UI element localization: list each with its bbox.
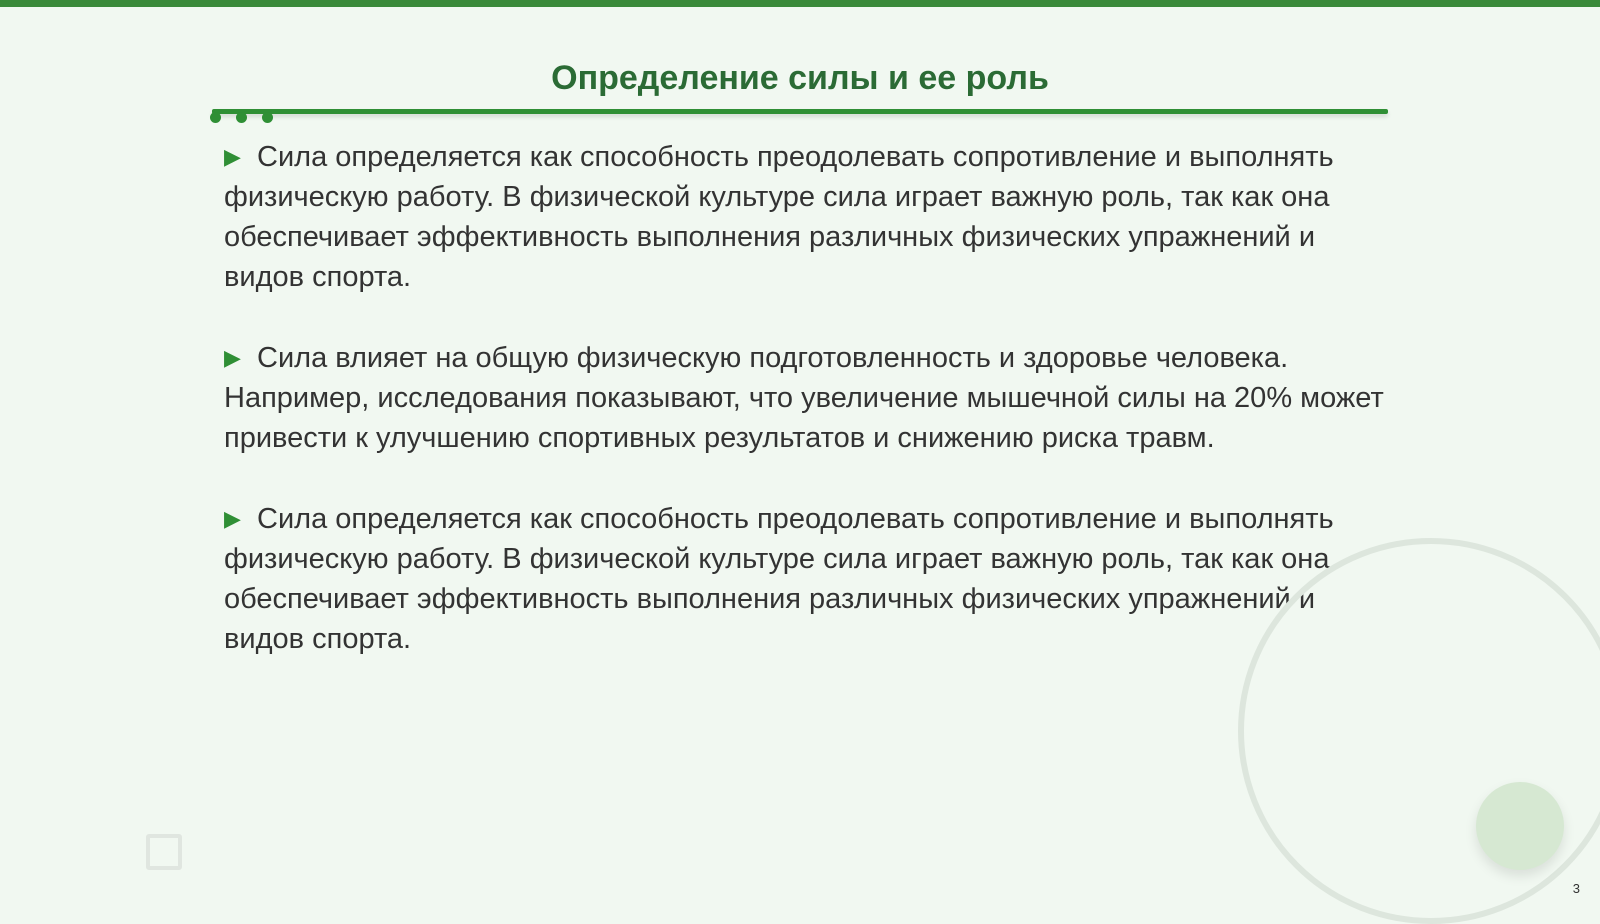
top-accent-bar xyxy=(0,0,1600,7)
decorative-square xyxy=(146,834,182,870)
underline-dot-icon xyxy=(236,112,247,123)
bullet-text: Сила определяется как способность преодолевать сопротивление и выполнять физическую работу. В физической культуре сила играет важную роль, так как она обеспечивает эффективность выполнения различных физических упражнений и видов спорта. xyxy=(224,503,1334,655)
decorative-circle xyxy=(1476,782,1564,870)
bullet-list xyxy=(224,137,1384,700)
title-underline xyxy=(212,109,1388,114)
bullet-text: Сила определяется как способность преодолевать сопротивление и выполнять физическую работу. В физической культуре сила играет важную роль, так как она обеспечивает эффективность выполнения различных физических упражнений и видов спорта. xyxy=(224,141,1334,293)
bullet-item xyxy=(224,137,1384,297)
triangle-bullet-icon: ▶ xyxy=(224,345,241,370)
bullet-text: Сила влияет на общую физическую подготовленность и здоровье человека. Например, исследования показывают, что увеличение мышечной силы на 20% может привести к улучшению спортивных результатов и снижению риска травм. xyxy=(224,342,1384,454)
bullet-item xyxy=(224,499,1384,659)
slide-title: Определение силы и ее роль xyxy=(551,59,1049,97)
underline-dot-icon xyxy=(262,112,273,123)
triangle-bullet-icon: ▶ xyxy=(224,144,241,169)
page-number: 3 xyxy=(1572,881,1580,896)
underline-dot-icon xyxy=(210,112,221,123)
triangle-bullet-icon: ▶ xyxy=(224,506,241,531)
decorative-ring xyxy=(1238,538,1600,924)
bullet-item xyxy=(224,338,1384,458)
